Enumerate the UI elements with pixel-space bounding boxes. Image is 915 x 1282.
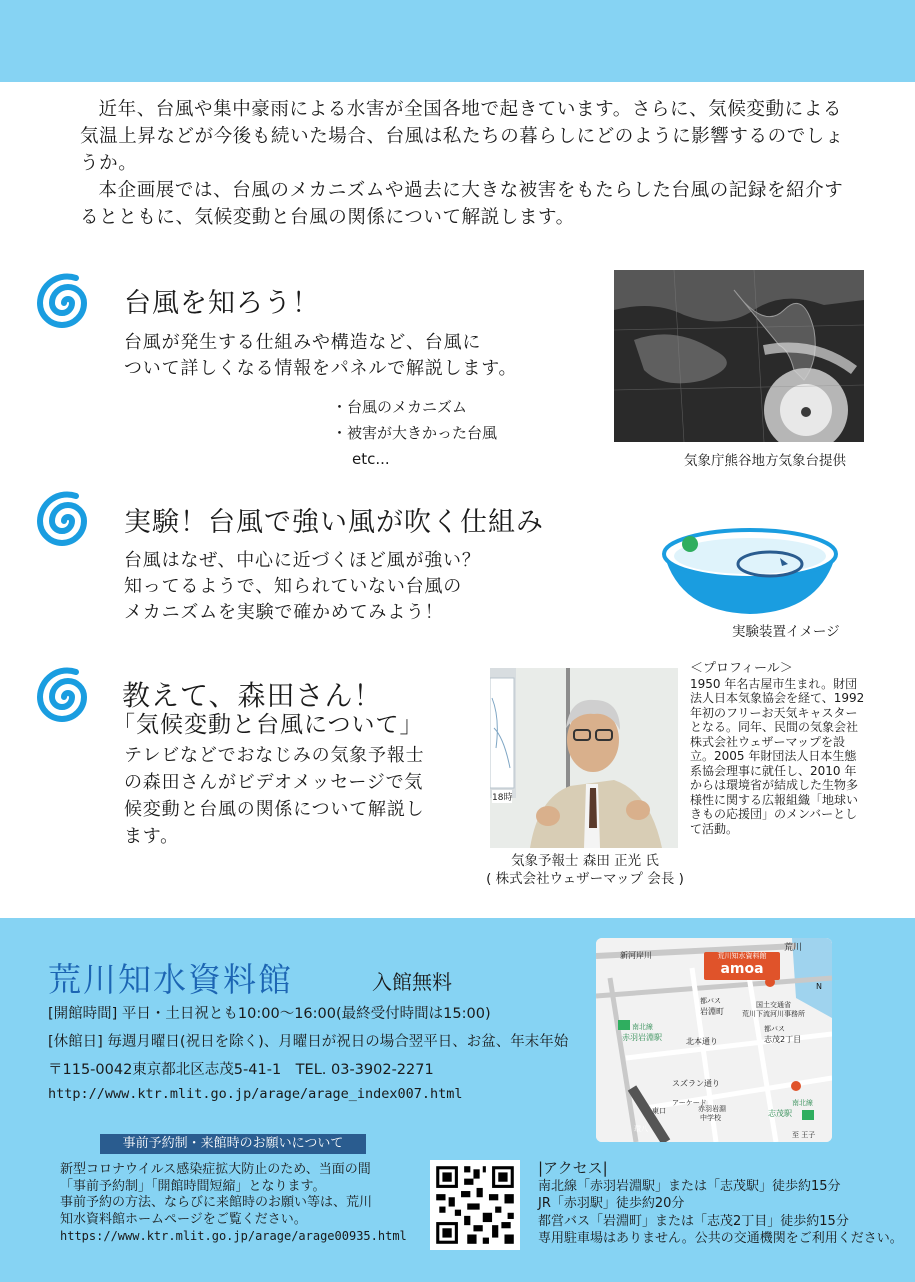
section1-bullets [332,394,497,472]
morita-photo [490,668,678,848]
profile-line: となる。同年、民間の気象会社 [690,720,859,734]
section1-line-1: 台風が発生する仕組みや構造など、台風に [124,332,482,353]
satellite-image [614,270,864,442]
map-label-bus1a: 都バス [700,997,721,1005]
profile-line: 立。2005 年財団法人日本生態 [690,749,857,763]
notice-text [60,1162,420,1245]
intro-paragraph-2: 本企画展では、台風のメカニズムや過去に大きな被害をもたらした台風の記録を紹介するとともに、気候変動と台風の関係について解説します。 [80,180,844,228]
section3-line-2: の森田さんがビデオメッセージで気 [124,772,424,793]
map-label-arakawa: 荒川 [784,943,803,953]
museum-url[interactable]: http://www.ktr.mlit.go.jp/arage/arage_index007.html [48,1086,463,1102]
profile-line: きもの応援団」のメンバーとし [690,807,858,821]
map-label-station1b: 赤羽岩淵駅 [622,1033,662,1042]
map-label-kitamoto: 北本通り [686,1037,718,1046]
map-label-station2b: 志茂駅 [768,1109,792,1118]
notice-line-3: 事前予約の方法、ならびに来館時のお願い等は、荒川 [60,1195,373,1210]
section1-body [124,330,517,382]
section1-line-2: ついて詳しくなる情報をパネルで解説します。 [124,358,518,379]
person-name: 気象予報士 森田 正光 氏 [511,853,659,869]
museum-name: 荒川知水資料館 [48,960,293,999]
map-label-suzuran: スズラン通り [672,1079,720,1088]
map-north-badge: N [816,982,822,991]
profile-line: からは環境省が結成した生物多 [690,778,859,792]
map-label-kanpachi: 環八 [634,1125,648,1133]
bullet-etc: etc... [352,450,390,468]
typhoon-swirl-icon [30,270,108,336]
map-label-arcade: アーケード [672,1099,707,1107]
access-line-3: 都営バス「岩淵町」または「志茂2丁目」徒歩約15分 [538,1213,849,1229]
map-label-school1: 赤羽岩淵 [698,1105,726,1113]
profile-line: 株式会社ウェザーマップを設 [690,734,846,749]
section2-line-1: 台風はなぜ、中心に近づくほど風が強い？ [124,550,481,571]
map-label-school2: 中学校 [700,1114,721,1122]
person-caption [474,852,696,888]
map-label-east: 東口 [652,1107,666,1115]
profile-line: 法人日本気象協会を経て、1992 [690,691,865,705]
access-heading: |アクセス| [538,1159,608,1177]
profile-line: 様性に関する広報組織「地球い [690,792,859,807]
section2-body [124,548,481,626]
map-label-office2: 荒川下流河川事務所 [742,1010,805,1018]
typhoon-swirl-icon [30,664,108,730]
map-label-shingashi: 新河岸川 [620,951,652,960]
map-museum-sign: 荒川知水資料館 [717,952,767,960]
section2-line-2: 知ってるようで、知られていない台風の [124,576,463,597]
access-line-2: JR「赤羽駅」徒歩約20分 [538,1196,685,1211]
opening-hours: [開館時間] 平日・土日祝とも10:00〜16:00(最終受付時間は15:00) [48,1006,491,1022]
notice-url[interactable]: https://www.ktr.mlit.go.jp/arage/arage00935.html [60,1229,407,1243]
section2-title: 実験！台風で強い風が吹く仕組み [124,507,544,538]
section1-title: 台風を知ろう！ [124,288,320,319]
admission-free: 入館無料 [372,970,452,994]
profile-line: 1950 年名古屋市生まれ。財団 [690,676,858,691]
notice-line-4: 知水資料館ホームページをご覧ください。 [60,1211,307,1227]
qr-code-icon[interactable] [430,1160,520,1250]
map-label-bus2b: 志茂2丁目 [764,1035,802,1044]
bullet-damage: ・被害が大きかった台風 [332,424,498,442]
experiment-caption: 実験装置イメージ [732,624,840,640]
access-line-4: 専用駐車場はありません。公共の交通機関をご利用ください。 [538,1231,903,1246]
section3-line-1: テレビなどでおなじみの気象予報士 [124,745,425,766]
map-label-bus1b: 岩淵町 [700,1007,724,1016]
bullet-mechanism: ・台風のメカニズム [332,398,468,416]
address-tel: 〒115-0042東京都北区志茂5-41-1 TEL. 03-3902-2271 [48,1062,434,1078]
notice-line-1: 新型コロナウイルス感染症拡大防止のため、当面の間 [60,1162,371,1177]
person-org: ( 株式会社ウェザーマップ 会長 ) [486,871,684,887]
section3-line-4: ます。 [124,826,179,847]
satellite-caption: 気象庁熊谷地方気象台提供 [684,453,846,469]
profile-line: 年初のフリーお天気キャスター [690,705,858,720]
photo-clock-text: 18時 [492,790,512,803]
map-label-station1a: 南北線 [632,1023,653,1031]
access-map [596,938,832,1142]
typhoon-swirl-icon [30,488,108,554]
map-label-station2a: 南北線 [792,1099,813,1107]
profile-line: 系協会理事に就任し、2010 年 [690,763,857,778]
intro-paragraph-1: 近年、台風や集中豪雨による水害が全国各地で起きています。さらに、気候変動による気温上昇などが今後も続いた場合、台風は私たちの暮らしにどのように影響するのでしょうか。 [80,99,845,174]
top-band [0,0,915,82]
intro-text [80,96,860,231]
map-museum-logo: amoa [720,961,764,977]
profile-heading: ＜プロフィール＞ [690,661,793,676]
section3-subtitle: 「気候変動と台風について」 [112,712,424,738]
section3-body [124,742,424,850]
experiment-bowl-illustration [660,512,840,616]
map-label-bus2a: 都バス [764,1025,785,1033]
notice-line-2: 「事前予約制」「開館時間短縮」となります。 [60,1178,326,1194]
section3-title: 教えて、森田さん！ [122,679,383,712]
section2-line-3: メカニズムを実験で確かめてみよう！ [124,602,444,623]
profile [690,662,880,836]
access-line-1: 南北線「赤羽岩淵駅」または「志茂駅」徒歩約15分 [538,1178,841,1194]
notice-heading: 事前予約制・来館時のお願いについて [100,1134,366,1154]
access-info [538,1160,903,1248]
profile-line: て活動。 [690,821,739,836]
closed-days: [休館日] 毎週月曜日(祝日を除く)、月曜日が祝日の場合翌平日、お盆、年末年始 [48,1034,569,1050]
map-label-office1: 国土交通省 [756,1001,791,1009]
map-label-oji: 至 王子 [792,1131,816,1139]
section3-line-3: 候変動と台風の関係について解説し [124,799,425,820]
